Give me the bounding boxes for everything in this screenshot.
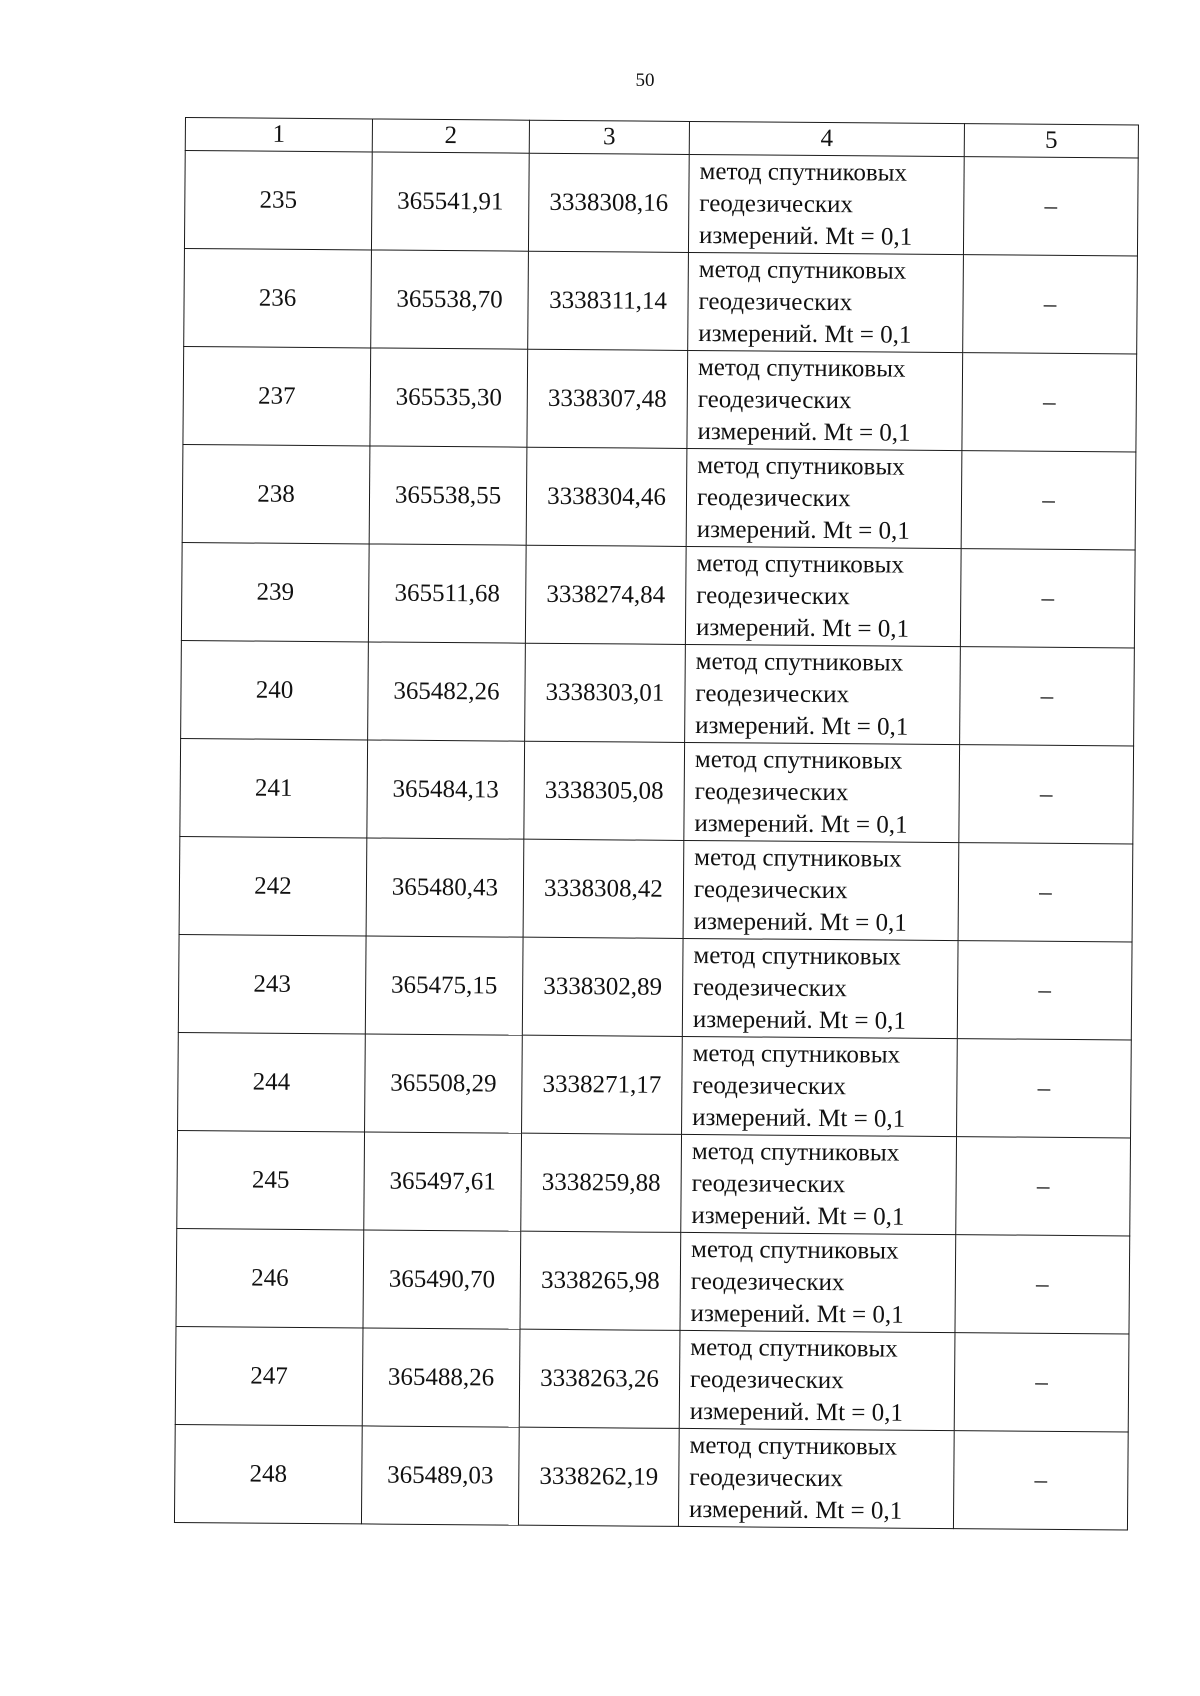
method-line: метод спутниковых bbox=[697, 451, 905, 481]
note-cell: – bbox=[955, 1235, 1130, 1334]
note-cell: – bbox=[961, 451, 1136, 550]
method-line: геодезических bbox=[691, 1169, 846, 1198]
point-number-cell: 245 bbox=[177, 1130, 365, 1229]
method-line: метод спутниковых bbox=[692, 1039, 901, 1069]
point-number-cell: 243 bbox=[178, 934, 366, 1033]
method-line: геодезических bbox=[698, 287, 853, 316]
note-cell: – bbox=[963, 157, 1138, 256]
point-number-cell: 237 bbox=[183, 346, 371, 445]
y-coordinate-cell: 3338311,14 bbox=[528, 251, 689, 350]
y-coordinate-cell: 3338308,42 bbox=[523, 839, 684, 938]
method-line: геодезических bbox=[689, 1463, 844, 1492]
x-coordinate-cell: 365497,61 bbox=[364, 1132, 522, 1231]
point-number-cell: 240 bbox=[181, 640, 369, 739]
note-cell: – bbox=[960, 549, 1135, 648]
table-row bbox=[182, 444, 1136, 549]
table-row bbox=[184, 248, 1138, 353]
method-line: геодезических bbox=[695, 679, 850, 708]
point-number-cell: 238 bbox=[182, 444, 370, 543]
method-line: измерений. Mt = 0,1 bbox=[688, 1495, 903, 1525]
y-coordinate-cell: 3338271,17 bbox=[522, 1035, 683, 1134]
method-line: геодезических bbox=[689, 1365, 844, 1394]
method-cell bbox=[679, 1330, 955, 1430]
note-cell: – bbox=[959, 745, 1134, 844]
point-number-cell: 235 bbox=[184, 151, 372, 250]
note-cell: – bbox=[953, 1431, 1128, 1530]
table-row bbox=[176, 1228, 1130, 1333]
method-line: измерений. Mt = 0,1 bbox=[691, 1201, 905, 1231]
method-line: измерений. Mt = 0,1 bbox=[696, 515, 910, 545]
point-number-cell: 246 bbox=[176, 1228, 364, 1327]
x-coordinate-cell: 365489,03 bbox=[361, 1426, 519, 1525]
method-cell bbox=[684, 742, 960, 842]
method-cell bbox=[687, 350, 963, 450]
table-row bbox=[178, 1032, 1132, 1137]
note-cell: – bbox=[954, 1333, 1129, 1432]
method-line: измерений. Mt = 0,1 bbox=[693, 907, 907, 937]
column-header-2: 2 bbox=[372, 119, 529, 153]
method-cell bbox=[685, 546, 961, 646]
method-line: метод спутниковых bbox=[698, 255, 907, 285]
x-coordinate-cell: 365508,29 bbox=[365, 1034, 523, 1133]
y-coordinate-cell: 3338307,48 bbox=[527, 349, 688, 448]
method-cell bbox=[682, 1036, 958, 1136]
method-line: метод спутниковых bbox=[689, 1431, 898, 1461]
y-coordinate-cell: 3338262,19 bbox=[518, 1427, 679, 1526]
coordinates-table-wrapper bbox=[174, 117, 1139, 1530]
point-number-cell: 241 bbox=[180, 738, 368, 837]
column-header-1: 1 bbox=[185, 118, 372, 152]
x-coordinate-cell: 365475,15 bbox=[365, 936, 523, 1035]
table-row bbox=[181, 542, 1135, 647]
page-number: 50 bbox=[635, 70, 655, 91]
method-line: геодезических bbox=[696, 483, 851, 512]
method-line: измерений. Mt = 0,1 bbox=[695, 613, 910, 643]
x-coordinate-cell: 365541,91 bbox=[371, 152, 529, 251]
y-coordinate-cell: 3338303,01 bbox=[525, 643, 686, 742]
point-number-cell: 242 bbox=[179, 836, 367, 935]
method-cell bbox=[683, 840, 959, 940]
coordinates-table bbox=[174, 117, 1139, 1530]
x-coordinate-cell: 365535,30 bbox=[370, 348, 528, 447]
method-line: измерений. Mt = 0,1 bbox=[690, 1299, 904, 1329]
table-row bbox=[178, 934, 1132, 1039]
method-line: измерений. Mt = 0,1 bbox=[698, 319, 912, 349]
point-number-cell: 236 bbox=[184, 248, 372, 347]
method-cell bbox=[680, 1232, 956, 1332]
column-header-5: 5 bbox=[964, 124, 1138, 158]
method-line: геодезических bbox=[690, 1267, 845, 1296]
method-line: метод спутниковых bbox=[690, 1333, 898, 1363]
method-line: геодезических bbox=[693, 875, 848, 904]
x-coordinate-cell: 365488,26 bbox=[362, 1328, 520, 1427]
method-line: измерений. Mt = 0,1 bbox=[695, 711, 909, 741]
method-line: измерений. Mt = 0,1 bbox=[698, 221, 913, 251]
table-row bbox=[177, 1130, 1131, 1235]
y-coordinate-cell: 3338305,08 bbox=[524, 741, 685, 840]
method-cell bbox=[688, 252, 964, 352]
method-cell bbox=[688, 154, 964, 254]
note-cell: – bbox=[958, 843, 1133, 942]
column-header-4: 4 bbox=[689, 121, 964, 156]
method-line: измерений. Mt = 0,1 bbox=[689, 1397, 904, 1427]
table-row bbox=[180, 738, 1134, 843]
x-coordinate-cell: 365480,43 bbox=[366, 838, 524, 937]
method-line: метод спутниковых bbox=[694, 745, 903, 775]
method-line: геодезических bbox=[696, 581, 850, 610]
table-row bbox=[175, 1326, 1129, 1431]
note-cell: – bbox=[962, 353, 1137, 452]
x-coordinate-cell: 365511,68 bbox=[368, 544, 526, 643]
method-line: метод спутниковых bbox=[693, 941, 901, 971]
table-row bbox=[184, 151, 1138, 256]
method-line: метод спутниковых bbox=[695, 647, 904, 677]
y-coordinate-cell: 3338308,16 bbox=[528, 153, 689, 252]
method-line: измерений. Mt = 0,1 bbox=[697, 417, 911, 447]
method-line: метод спутниковых bbox=[697, 353, 906, 383]
method-line: метод спутниковых bbox=[699, 157, 908, 187]
x-coordinate-cell: 365484,13 bbox=[367, 740, 525, 839]
table-row bbox=[183, 346, 1137, 451]
note-cell: – bbox=[957, 1039, 1132, 1138]
table-body bbox=[174, 151, 1138, 1530]
y-coordinate-cell: 3338265,98 bbox=[520, 1231, 681, 1330]
method-cell bbox=[685, 644, 961, 744]
table-row bbox=[179, 836, 1133, 941]
note-cell: – bbox=[956, 1137, 1131, 1236]
x-coordinate-cell: 365482,26 bbox=[368, 642, 526, 741]
note-cell: – bbox=[960, 647, 1135, 746]
x-coordinate-cell: 365538,70 bbox=[371, 250, 529, 349]
table-row bbox=[181, 640, 1135, 745]
y-coordinate-cell: 3338263,26 bbox=[519, 1329, 680, 1428]
method-line: геодезических bbox=[693, 973, 847, 1002]
x-coordinate-cell: 365490,70 bbox=[363, 1230, 521, 1329]
method-cell bbox=[678, 1428, 954, 1528]
method-cell bbox=[686, 448, 962, 548]
point-number-cell: 247 bbox=[175, 1326, 363, 1425]
note-cell: – bbox=[963, 255, 1138, 354]
method-line: измерений. Mt = 0,1 bbox=[692, 1005, 907, 1035]
method-cell bbox=[682, 938, 958, 1038]
method-line: метод спутниковых bbox=[691, 1137, 900, 1167]
column-header-3: 3 bbox=[529, 120, 689, 154]
method-line: геодезических bbox=[697, 385, 852, 414]
method-line: геодезических bbox=[694, 777, 849, 806]
y-coordinate-cell: 3338304,46 bbox=[526, 447, 687, 546]
method-line: геодезических bbox=[699, 189, 854, 218]
method-line: метод спутниковых bbox=[691, 1235, 899, 1265]
method-line: метод спутниковых bbox=[696, 549, 905, 579]
point-number-cell: 239 bbox=[181, 542, 369, 641]
y-coordinate-cell: 3338259,88 bbox=[521, 1133, 682, 1232]
table-row bbox=[174, 1424, 1128, 1529]
y-coordinate-cell: 3338274,84 bbox=[525, 545, 686, 644]
note-cell: – bbox=[957, 941, 1132, 1040]
method-line: геодезических bbox=[692, 1071, 847, 1100]
method-line: метод спутниковых bbox=[694, 843, 902, 873]
method-cell bbox=[681, 1134, 957, 1234]
method-line: измерений. Mt = 0,1 bbox=[694, 809, 908, 839]
point-number-cell: 248 bbox=[174, 1424, 362, 1523]
method-line: измерений. Mt = 0,1 bbox=[692, 1103, 906, 1133]
y-coordinate-cell: 3338302,89 bbox=[522, 937, 683, 1036]
point-number-cell: 244 bbox=[178, 1032, 366, 1131]
x-coordinate-cell: 365538,55 bbox=[369, 446, 527, 545]
